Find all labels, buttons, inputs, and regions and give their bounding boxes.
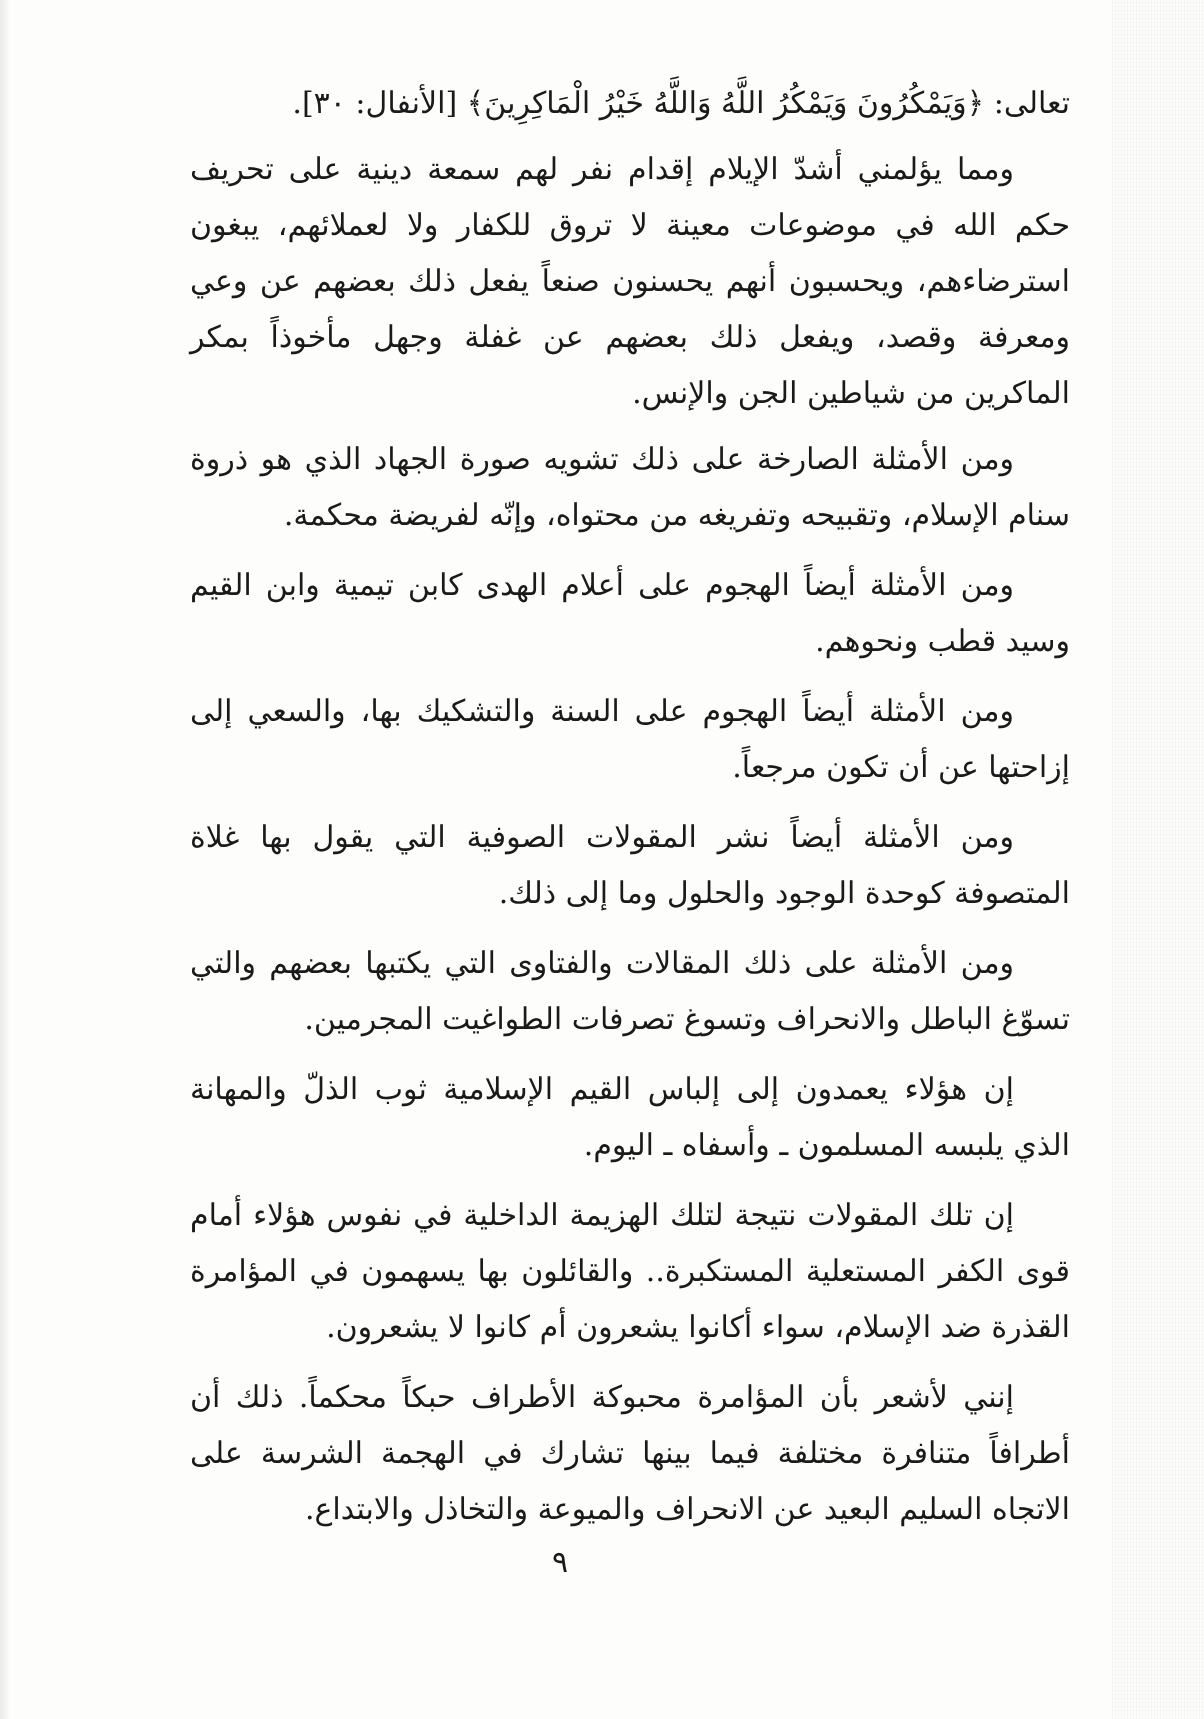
paragraph: ومن الأمثلة أيضاً الهجوم على أعلام الهدى كابن تيمية وابن القيم وسيد قطب ونحوهم. — [190, 568, 1070, 659]
scan-shadow-left — [0, 0, 10, 1719]
scan-noise-right — [1112, 0, 1204, 1719]
verse-line: تعالى: ﴿وَيَمْكُرُونَ وَيَمْكُرُ اللَّهُ وَاللَّهُ خَيْرُ الْمَاكِرِينَ﴾ [الأنفال: ٣٠]. — [292, 86, 1070, 121]
paragraph: ومن الأمثلة أيضاً الهجوم على السنة والتشكيك بها، والسعي إلى إزاحتها عن أن تكون مرجعاً. — [190, 694, 1070, 785]
page-number: ٩ — [551, 1545, 569, 1580]
page-body — [190, 82, 1070, 1548]
paragraph: إنني لأشعر بأن المؤامرة محبوكة الأطراف حبكاً محكماً. ذلك أن أطرافاً متنافرة مختلفة فيما بينها تشارك في الهجمة الشرسة على الاتجاه السليم البعيد عن الانحراف والميوعة والتخاذل والابتداع. — [190, 1380, 1070, 1527]
paragraph: ومن الأمثلة أيضاً نشر المقولات الصوفية التي يقول بها غلاة المتصوفة كوحدة الوجود والحلول وما إلى ذلك. — [190, 820, 1070, 911]
paragraph: ومما يؤلمني أشدّ الإيلام إقدام نفر لهم سمعة دينية على تحريف حكم الله في موضوعات معينة لا تروق للكفار ولا لعملائهم، يبغون استرضاءهم، ويحسبون أنهم يحسنون صنعاً يفعل ذلك بعضهم عن وعي ومعرفة وقصد، ويفعل ذلك بعضهم عن غفلة وجهل مأخوذاً بمكر الماكرين من شياطين الجن والإنس. — [190, 152, 1070, 411]
paragraph: ومن الأمثلة الصارخة على ذلك تشويه صورة الجهاد الذي هو ذروة سنام الإسلام، وتقبيحه وتفريغه من محتواه، وإنّه لفريضة محكمة. — [190, 442, 1070, 533]
paragraph: إن تلك المقولات نتيجة لتلك الهزيمة الداخلية في نفوس هؤلاء أمام قوى الكفر المستعلية المستكبرة.. والقائلون بها يسهمون في المؤامرة القذرة ضد الإسلام، سواء أكانوا يشعرون أم كانوا لا يشعرون. — [190, 1198, 1070, 1345]
paragraph: إن هؤلاء يعمدون إلى إلباس القيم الإسلامية ثوب الذلّ والمهانة الذي يلبسه المسلمون ـ وأسفاه ـ اليوم. — [190, 1072, 1070, 1163]
paragraph: ومن الأمثلة على ذلك المقالات والفتاوى التي يكتبها بعضهم والتي تسوّغ الباطل والانحراف وتسوغ تصرفات الطواغيت المجرمين. — [190, 946, 1070, 1037]
